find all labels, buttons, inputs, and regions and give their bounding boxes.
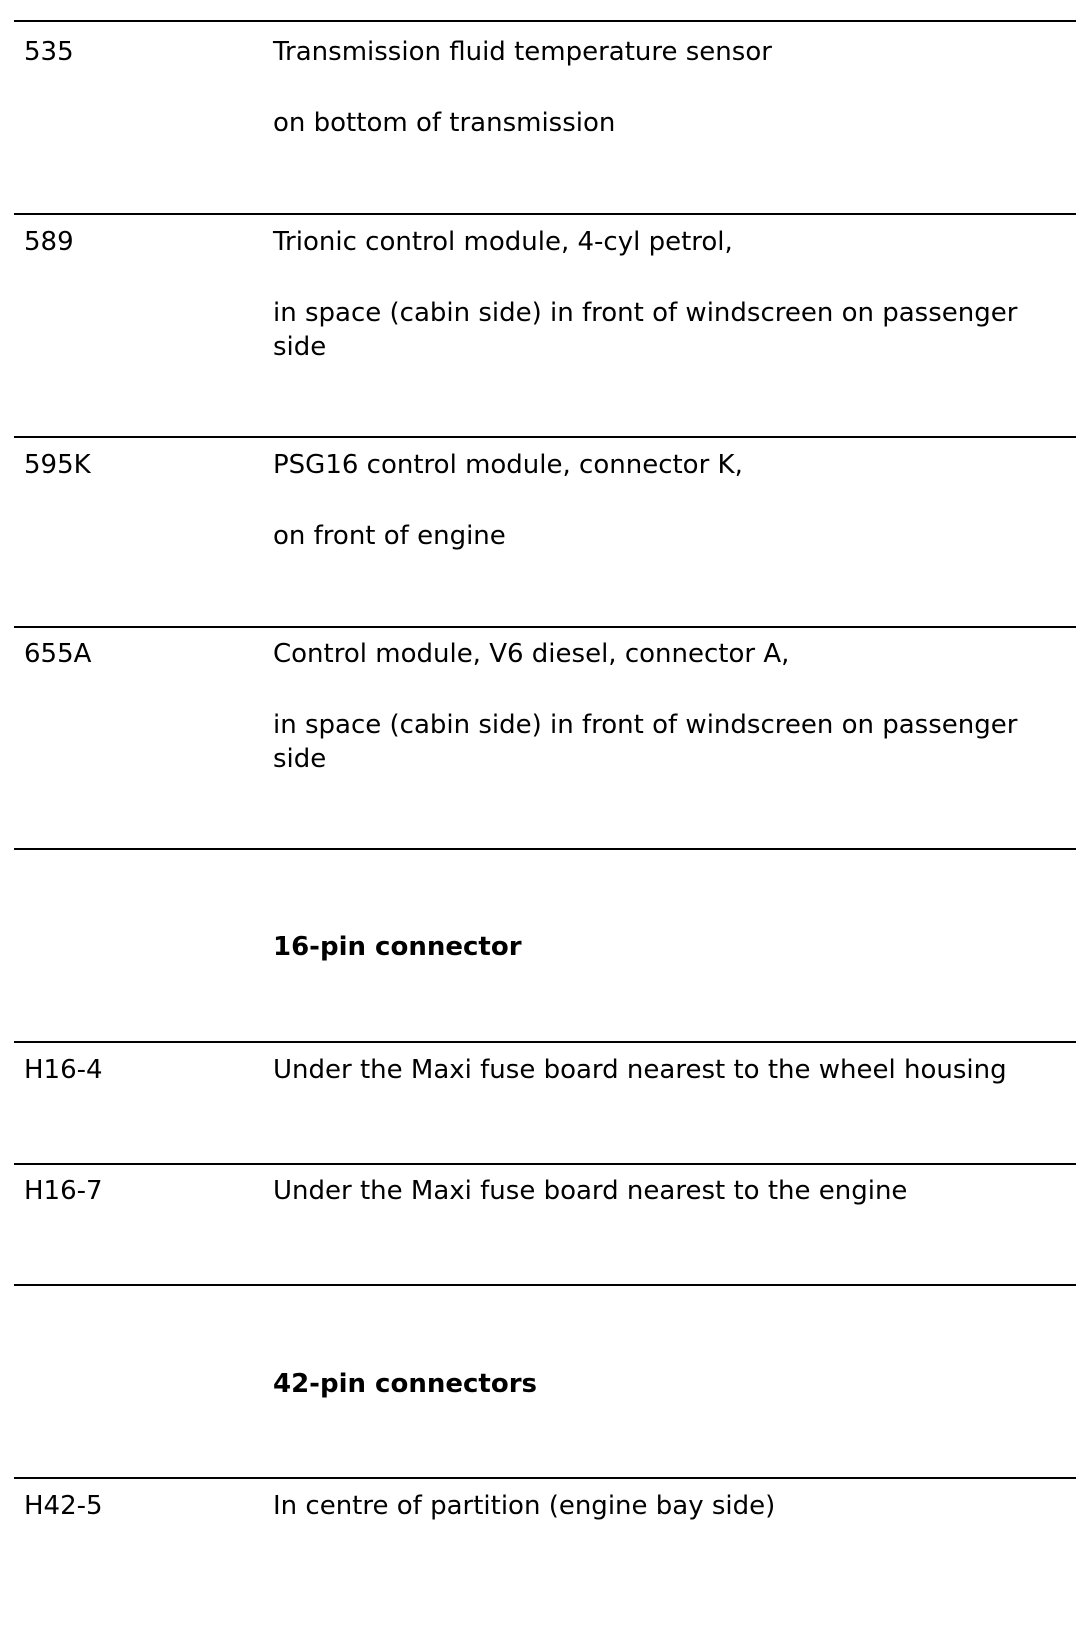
component-location: on front of engine	[273, 521, 506, 551]
connector-code: H16-4	[24, 1055, 103, 1085]
component-location: on bottom of transmission	[273, 108, 616, 138]
component-title: Control module, V6 diesel, connector A,	[273, 639, 790, 669]
component-code: 535	[24, 37, 74, 67]
row-divider	[14, 20, 1076, 22]
component-description	[273, 637, 1073, 776]
section-heading-16-pin: 16-pin connector	[273, 932, 522, 962]
row-divider	[14, 626, 1076, 628]
component-description	[273, 448, 1073, 553]
component-location: in space (cabin side) in front of windscreen on passenger side	[273, 298, 1018, 362]
connector-location: In centre of partition (engine bay side)	[273, 1491, 776, 1521]
section-divider	[14, 1284, 1076, 1286]
connector-location: Under the Maxi fuse board nearest to the engine	[273, 1176, 908, 1206]
row-divider	[14, 1163, 1076, 1165]
component-title: PSG16 control module, connector K,	[273, 450, 743, 480]
section-divider	[14, 848, 1076, 850]
component-code: 655A	[24, 639, 92, 669]
row-divider	[14, 436, 1076, 438]
component-code: 589	[24, 227, 74, 257]
component-title: Transmission fluid temperature sensor	[273, 37, 772, 67]
component-description	[273, 35, 1073, 140]
row-divider	[14, 1041, 1076, 1043]
section-heading-42-pin: 42-pin connectors	[273, 1369, 537, 1399]
component-location: in space (cabin side) in front of windscreen on passenger side	[273, 710, 1018, 774]
component-title: Trionic control module, 4-cyl petrol,	[273, 227, 733, 257]
connector-code: H42-5	[24, 1491, 103, 1521]
row-divider	[14, 1477, 1076, 1479]
component-description	[273, 225, 1073, 364]
row-divider	[14, 213, 1076, 215]
component-code: 595K	[24, 450, 91, 480]
connector-location: Under the Maxi fuse board nearest to the wheel housing	[273, 1055, 1007, 1085]
connector-code: H16-7	[24, 1176, 103, 1206]
